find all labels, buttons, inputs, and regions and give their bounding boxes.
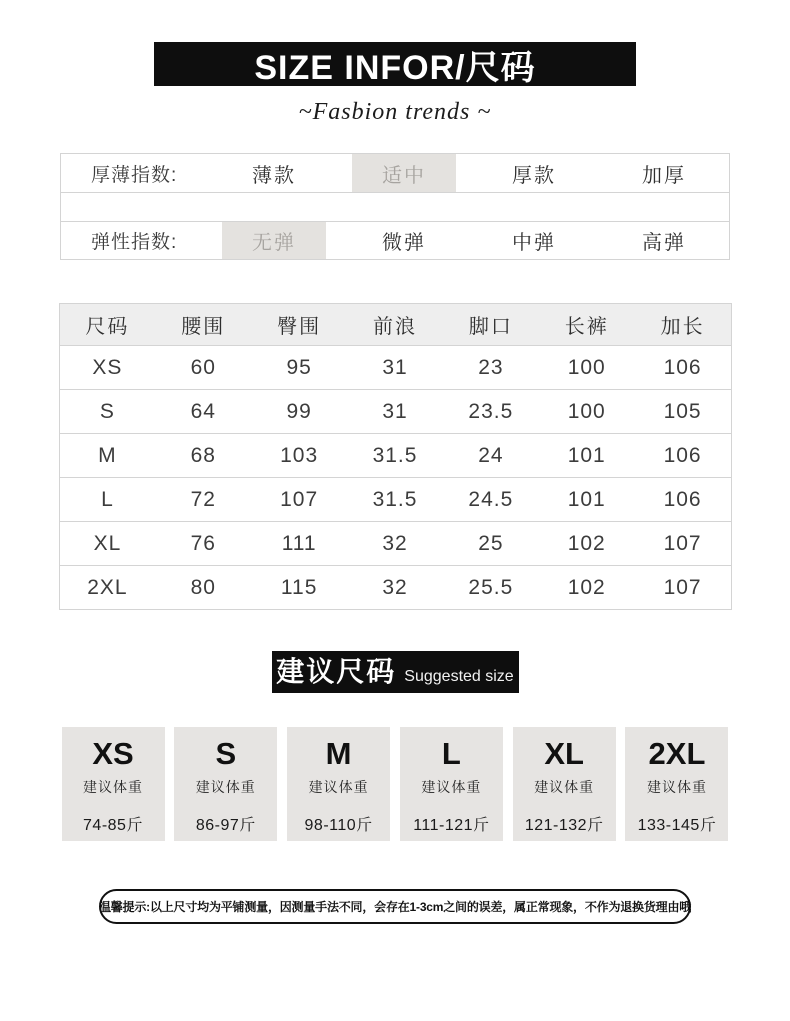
size-info-banner [154,42,636,86]
cell-leg-opening: 25 [478,531,504,555]
card-size: L [441,736,461,771]
selected-option-highlight: 无弹 [222,222,326,259]
cell-leg-opening: 24.5 [468,487,514,511]
cell-leg-opening: 23.5 [468,399,514,423]
suggested-size-banner [272,651,519,693]
column-header-front-rise: 前浪 [373,316,417,338]
cell-pant-length: 102 [567,575,606,599]
size-card-2xl [625,727,728,841]
suggested-size-cards [62,727,729,841]
card-weight-range: 121-132斤 [524,816,604,834]
cell-hip: 115 [280,575,318,599]
cell-hip: 103 [280,443,319,467]
size-table-header-row [60,304,731,345]
cell-waist: 60 [190,355,216,379]
measurement-disclaimer: 温馨提示:以上尺寸均为平铺测量，因测量手法不同，会存在1-3cm之间的误差，属正常现象，不作为退换货理由哦 [99,889,691,924]
cell-size: S [99,399,115,423]
thickness-option-extra-thick: 加厚 [642,164,686,187]
thickness-label: 厚薄指数: [91,164,178,186]
cell-front-rise: 31 [382,355,408,379]
card-weight-range: 74-85斤 [83,816,143,834]
cell-extended-length: 106 [663,355,702,379]
cell-leg-opening: 24 [478,443,504,467]
thickness-option-thick: 厚款 [512,164,556,187]
size-card-m [287,727,390,841]
cell-extended-length: 107 [663,531,702,555]
fashion-trends-subtitle: ~Fasbion trends ~ [298,99,492,125]
column-header-leg-opening: 脚口 [468,316,513,338]
thickness-option-thin: 薄款 [252,164,296,187]
cell-hip: 111 [281,531,317,555]
cell-pant-length: 101 [567,443,606,467]
cell-size: 2XL [87,575,128,599]
card-size: M [325,736,352,771]
table-row-xs [60,345,731,389]
column-header-pant-length: 长裤 [564,316,609,338]
card-weight-range: 133-145斤 [637,816,717,834]
size-card-xl [513,727,616,841]
elasticity-label: 弹性指数: [91,232,178,253]
card-size: XS [92,736,134,771]
card-weight-range: 86-97斤 [195,816,256,834]
card-weight-label: 建议体重 [421,778,482,795]
thickness-row [61,154,729,193]
column-header-size: 尺码 [85,316,130,338]
size-card-l [400,727,503,841]
cell-front-rise: 31 [382,399,408,423]
cell-size: XS [92,355,123,379]
thickness-option-medium-selected [339,154,469,192]
card-size: S [215,736,237,771]
size-card-xs [62,727,165,841]
selected-option-highlight: 适中 [352,154,456,192]
card-size: 2XL [648,736,706,771]
card-weight-range: 111-121斤 [413,816,490,834]
table-row-m [60,433,731,477]
card-weight-label: 建议体重 [646,778,707,795]
card-weight-label: 建议体重 [308,778,369,795]
cell-size: XL [93,531,122,555]
fabric-index-table [60,153,730,260]
cell-waist: 80 [190,575,216,599]
card-weight-label: 建议体重 [83,778,143,795]
card-weight-label: 建议体重 [195,778,256,795]
cell-front-rise: 31.5 [372,443,418,467]
cell-hip: 95 [286,355,312,379]
card-weight-label: 建议体重 [534,778,595,795]
cell-extended-length: 106 [663,443,702,467]
cell-front-rise: 32 [382,531,408,555]
column-header-waist: 腰围 [181,316,226,338]
cell-waist: 64 [190,399,216,423]
card-size: XL [544,736,584,771]
elasticity-options [209,222,729,259]
page-title: SIZE INFOR/尺码 [254,48,536,87]
thickness-options [209,154,729,192]
cell-extended-length: 106 [663,487,702,511]
elasticity-option-slight: 微弹 [382,232,426,254]
cell-pant-length: 100 [567,355,606,379]
cell-waist: 72 [190,487,216,511]
cell-leg-opening: 23 [478,355,504,379]
cell-pant-length: 102 [567,531,606,555]
suggested-size-subtitle: Suggested size [404,668,514,685]
cell-waist: 68 [190,443,216,467]
elasticity-option-high: 高弹 [642,232,686,254]
cell-extended-length: 107 [663,575,702,599]
column-header-hip: 臀围 [277,316,322,338]
cell-leg-opening: 25.5 [468,575,514,599]
cell-size: L [101,487,114,511]
elasticity-option-medium: 中弹 [512,232,556,254]
table-row-xl [60,521,731,565]
cell-size: M [98,443,117,467]
cell-hip: 99 [286,399,312,423]
card-weight-range: 98-110斤 [304,816,373,834]
column-header-extended-length: 加长 [660,316,705,338]
size-measurement-table [59,303,732,610]
cell-extended-length: 105 [663,399,702,423]
table-row-s [60,389,731,433]
cell-front-rise: 32 [382,575,408,599]
cell-waist: 76 [190,531,216,555]
elasticity-option-none-selected [209,222,339,259]
size-card-s [174,727,277,841]
cell-front-rise: 31.5 [372,487,418,511]
suggested-size-title: 建议尺码 [276,656,397,687]
cell-pant-length: 101 [567,487,606,511]
table-row-2xl [60,565,731,609]
table-row-l [60,477,731,521]
cell-hip: 107 [280,487,319,511]
elasticity-row [61,222,729,259]
index-table-spacer [61,193,729,222]
cell-pant-length: 100 [567,399,606,423]
